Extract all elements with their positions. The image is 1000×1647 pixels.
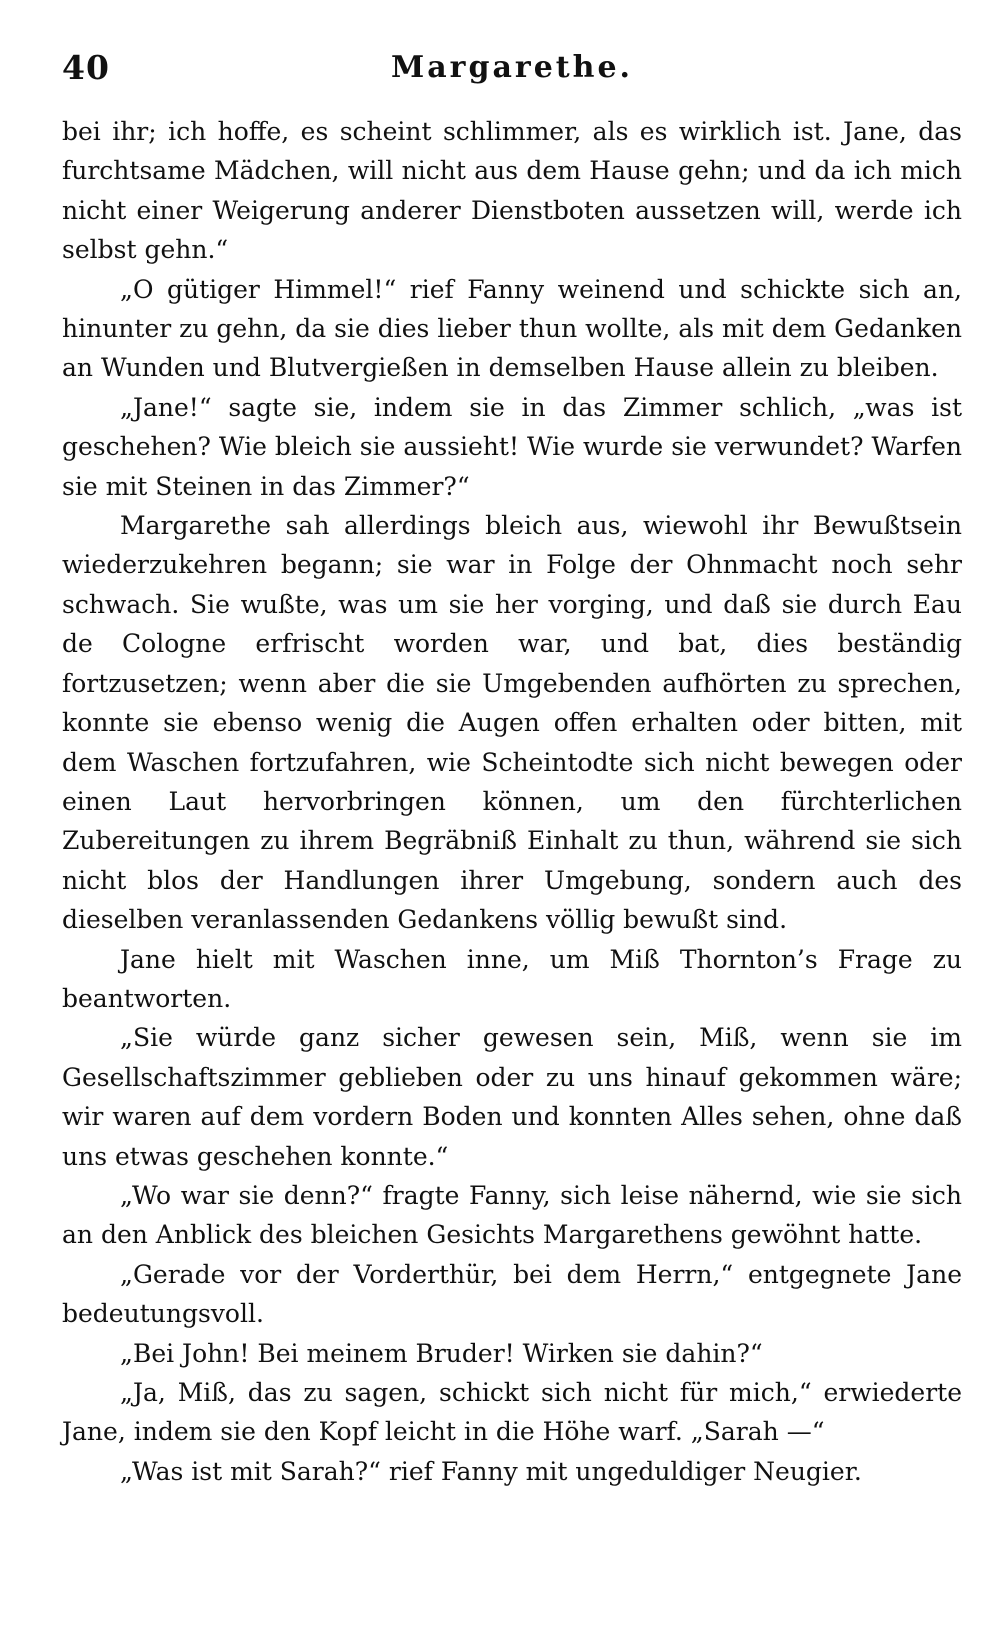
paragraph: „Bei John! Bei meinem Bruder! Wirken sie dahin?“ [120,1338,763,1368]
paragraph: Jane hielt mit Waschen inne, um Miß Thornton’s Frage zu beantworten. [62,944,962,1013]
page-header [62,48,962,92]
page-number: 40 [62,48,110,87]
paragraph: Margarethe sah allerdings bleich aus, wiewohl ihr Bewußtsein wiederzukehren begann; sie war in Folge der Ohnmacht noch sehr schwach. Sie wußte, was um sie her vorging, und daß sie durch Eau de Cologne erfrischt worden war, und bat, dies beständig fortzusetzen; wenn aber die sie Umgebenden aufhörten zu sprechen, konnte sie ebenso wenig die Augen offen erhalten oder bitten, mit dem Waschen fortzufahren, wie Scheintodte sich nicht bewegen oder einen Laut hervorbringen können, um den fürchterlichen Zubereitungen zu ihrem Begräbniß Einhalt zu thun, während sie sich nicht blos der Handlungen ihrer Umgebung, sondern auch des dieselben veranlassenden Gedankens völlig bewußt sind. [62,511,962,935]
paragraph: „Sie würde ganz sicher gewesen sein, Miß, wenn sie im Gesellschaftszimmer geblieben oder zu uns hinauf gekommen wäre; wir waren auf dem vordern Boden und konnten Alles sehen, ohne daß uns etwas geschehen konnte.“ [62,1023,962,1171]
body-text [62,112,962,1491]
paragraph: „O gütiger Himmel!“ rief Fanny weinend und schickte sich an, hinunter zu gehn, da sie dies lieber thun wollte, als mit dem Gedanken an Wunden und Blutvergießen in demselben Hause allein zu bleiben. [62,274,962,383]
running-title: Margarethe. [391,50,633,85]
paragraph: „Jane!“ sagte sie, indem sie in das Zimmer schlich, „was ist geschehen? Wie bleich sie aussieht! Wie wurde sie verwundet? Warfen sie mit Steinen in das Zimmer?“ [62,392,962,501]
paragraph: „Wo war sie denn?“ fragte Fanny, sich leise nähernd, wie sie sich an den Anblick des bleichen Gesichts Margarethens gewöhnt hatte. [62,1180,962,1250]
paragraph: „Was ist mit Sarah?“ rief Fanny mit ungeduldiger Neugier. [120,1456,862,1486]
paragraph: „Gerade vor der Vorderthür, bei dem Herrn,“ entgegnete Jane bedeutungsvoll. [62,1259,962,1329]
paragraph: bei ihr; ich hoffe, es scheint schlimmer, als es wirklich ist. Jane, das furchtsame Mädchen, will nicht aus dem Hause gehn; und da ich mich nicht einer Weigerung anderer Dienstboten aussetzen will, werde ich selbst gehn.“ [62,117,962,265]
paragraph: „Ja, Miß, das zu sagen, schickt sich nicht für mich,“ erwiederte Jane, indem sie den Kopf leicht in die Höhe warf. „Sarah —“ [62,1378,962,1447]
